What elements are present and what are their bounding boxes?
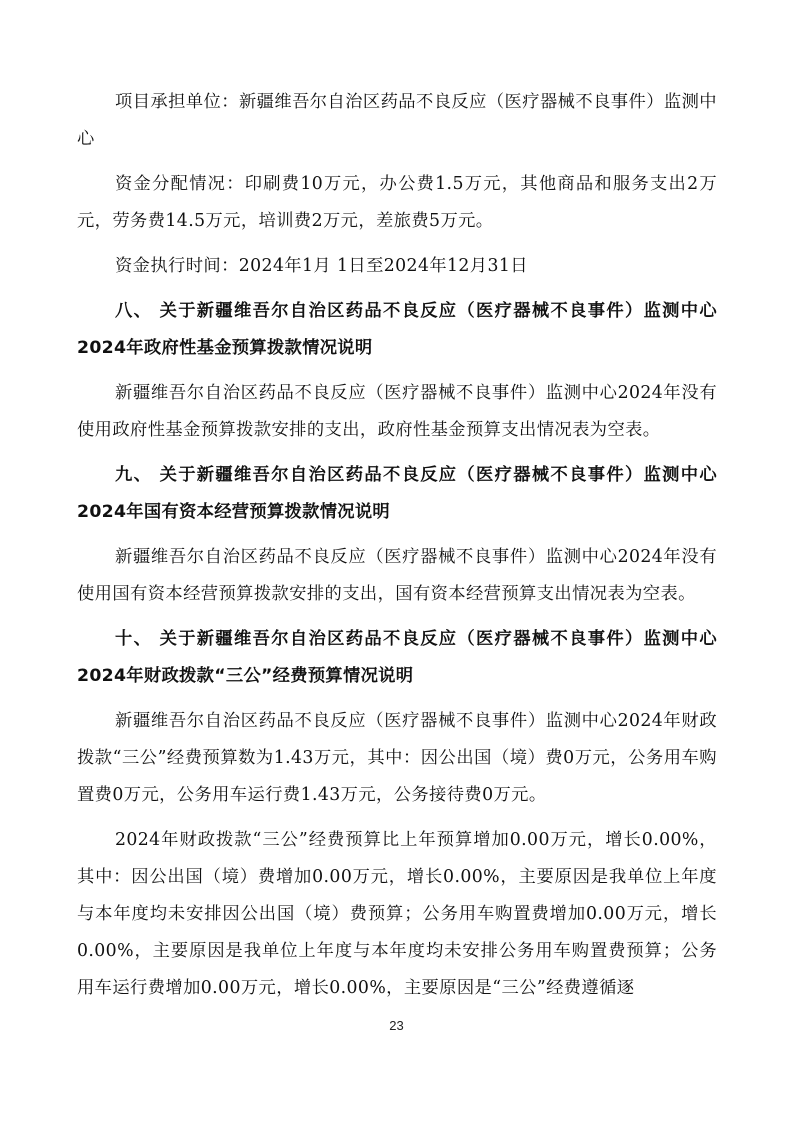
section-8-heading: 八、 关于新疆维吾尔自治区药品不良反应（医疗器械不良事件）监测中心2024年政府性基金预算拨款情况说明 — [77, 301, 717, 358]
fund-execution-time-paragraph: 资金执行时间：2024年1月 1日至2024年12月31日 — [115, 256, 528, 276]
section-9-body: 新疆维吾尔自治区药品不良反应（医疗器械不良事件）监测中心2024年没有使用国有资本经营预算拨款安排的支出，国有资本经营预算支出情况表为空表。 — [77, 547, 717, 604]
section-9-heading: 九、 关于新疆维吾尔自治区药品不良反应（医疗器械不良事件）监测中心2024年国有资本经营预算拨款情况说明 — [77, 465, 717, 522]
page-number: 23 — [389, 1018, 404, 1033]
fund-allocation-paragraph: 资金分配情况：印刷费10万元，办公费1.5万元，其他商品和服务支出2万元，劳务费14.5万元，培训费2万元，差旅费5万元。 — [77, 174, 717, 231]
section-8-body: 新疆维吾尔自治区药品不良反应（医疗器械不良事件）监测中心2024年没有使用政府性基金预算拨款安排的支出，政府性基金预算支出情况表为空表。 — [77, 383, 717, 440]
project-unit-paragraph: 项目承担单位：新疆维吾尔自治区药品不良反应（医疗器械不良事件）监测中心 — [77, 92, 717, 149]
section-10-heading: 十、 关于新疆维吾尔自治区药品不良反应（医疗器械不良事件）监测中心2024年财政拨款“三公”经费预算情况说明 — [77, 629, 717, 686]
section-10-body: 新疆维吾尔自治区药品不良反应（医疗器械不良事件）监测中心2024年财政拨款“三公”经费预算数为1.43万元，其中：因公出国（境）费0万元，公务用车购置费0万元，公务用车运行费1.43万元，公务接待费0万元。 — [77, 711, 717, 805]
section-10-comparison-body: 2024年财政拨款“三公”经费预算比上年预算增加0.00万元，增长0.00%，其中：因公出国（境）费增加0.00万元，增长0.00%，主要原因是我单位上年度与本年度均未安排因公出国（境）费预算；公务用车购置费增加0.00万元，增长0.00%，主要原因是我单位上年度与本年度均未安排公务用车购置费预算；公务用车运行费增加0.00万元，增长0.00%，主要原因是“三公”经费遵循逐 — [77, 830, 717, 998]
page-content — [77, 84, 717, 1015]
